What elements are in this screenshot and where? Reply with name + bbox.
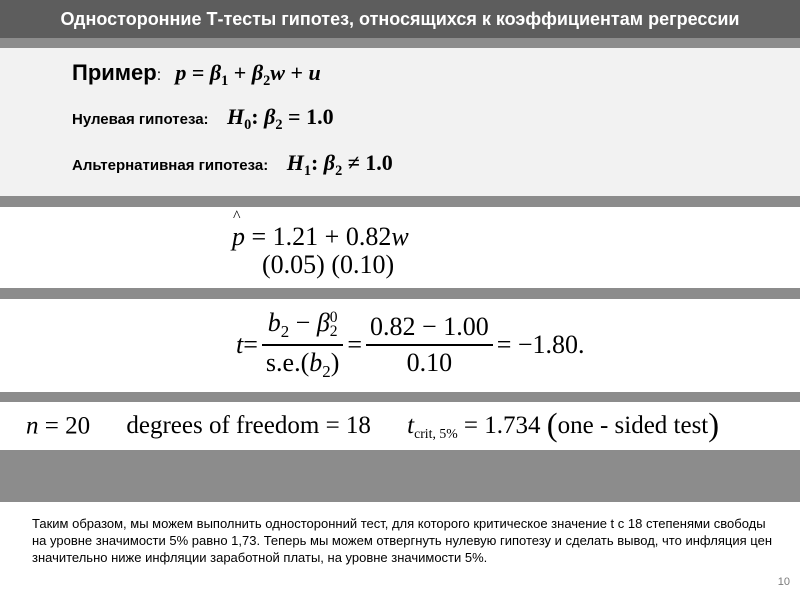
example-label: Пример (72, 60, 157, 85)
null-hypothesis-line (72, 104, 334, 134)
example-line (72, 60, 321, 90)
standard-errors: (0.05) (0.10) (262, 250, 395, 279)
regression-equation: ^ p = 1.21 + 0.82w (232, 208, 409, 251)
slide-title: Односторонние Т-тесты гипотез, относящихся к коэффициентам регрессии (0, 0, 800, 38)
example-colon: : (156, 67, 162, 84)
degrees-of-freedom-line: n = 20 degrees of freedom = 18 $t_{crit, 5\%} = 1.734$ (one - sided test) (26, 408, 720, 444)
separator-band (0, 450, 800, 502)
t-statistic-formula: t = $b_2 - \beta$ 0 2 $s.e.(b_2)$ = $\frac{0.82 - 1.00}{0.10}$ = −1.80. (236, 308, 585, 381)
t-fraction-symbolic: $b_2 - \beta$ 0 2 $s.e.(b_2)$ (262, 308, 343, 382)
p-hat: ^ p (232, 208, 245, 251)
separator-band (0, 196, 800, 207)
separator-band (0, 38, 800, 48)
alt-hypothesis-label: Альтернативная гипотеза: (72, 157, 269, 174)
null-hypothesis-formula: $H_0$: $\beta_2 = 1.0$ (227, 104, 334, 133)
t-fraction-numeric: $\frac{0.82 - 1.00}{0.10}$ (366, 312, 493, 378)
separator-band (0, 392, 800, 402)
example-model: $p = \beta_1 + \beta_2w + u$ (175, 60, 321, 89)
alt-hypothesis-line (72, 150, 393, 180)
null-hypothesis-label: Нулевая гипотеза: (72, 111, 209, 128)
summary-text: Таким образом, мы можем выполнить односторонний тест, для которого критическое значение t с 18 степенями свободы на уровне значимости 5% равно 1,73. Теперь мы можем отвергнуть нулевую гипотезу и сделать вывод, что инфляция цен значительно ниже инфляции заработной платы, на уровне значимости 5%. (32, 516, 772, 565)
separator-band (0, 288, 800, 299)
page-number: 10 (777, 576, 790, 588)
alt-hypothesis-formula: $H_1$: $\beta_2 \ne 1.0$ (286, 150, 393, 179)
